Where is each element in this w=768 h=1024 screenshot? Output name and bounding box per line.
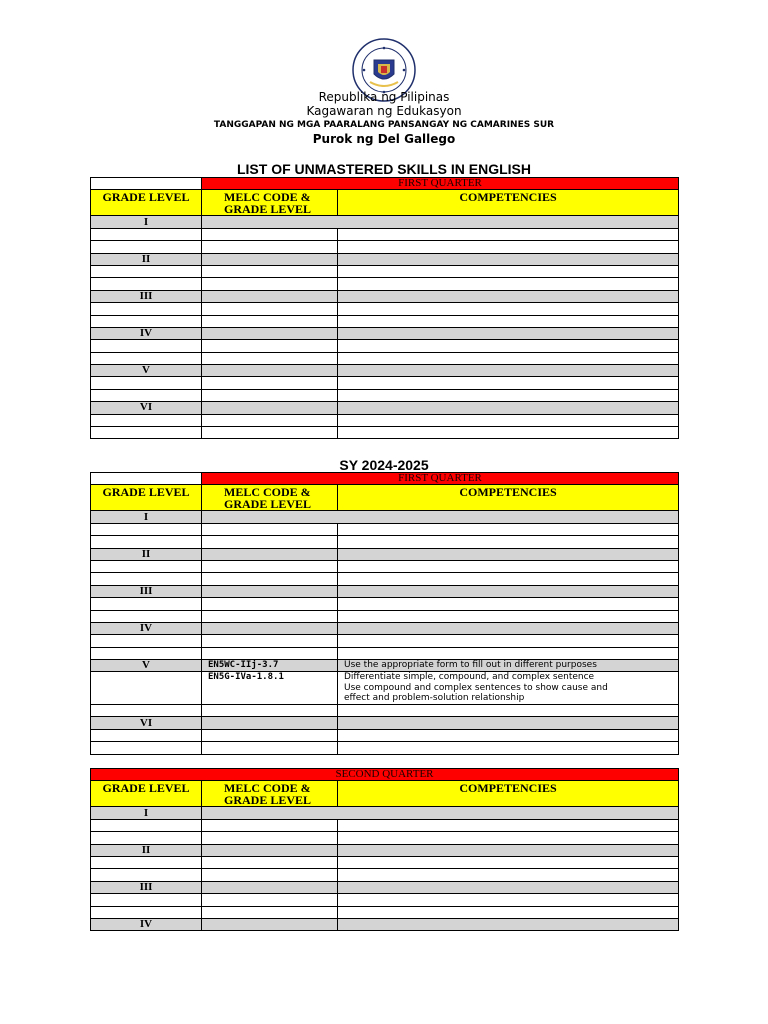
grade-level-label: VI (91, 717, 202, 729)
grade-level-label: II (91, 548, 202, 560)
grade-level-label: III (91, 585, 202, 597)
melc-code: EN5G-IVa-1.8.1 (202, 672, 338, 705)
grade-level-label: II (91, 253, 202, 265)
document-title: LIST OF UNMASTERED SKILLS IN ENGLISH (236, 161, 531, 177)
grade-level-label: IV (91, 622, 202, 634)
department-text: Kagawaran ng Edukasyon (306, 104, 462, 118)
col-grade-level: GRADE LEVEL (91, 485, 202, 511)
grade-level-label: V (91, 660, 202, 672)
col-competencies: COMPETENCIES (338, 781, 679, 807)
col-competencies: COMPETENCIES (338, 485, 679, 511)
grade-level-label: V (91, 365, 202, 377)
grade-level-label: I (91, 511, 202, 523)
grade-level-label: III (91, 881, 202, 893)
document-header (0, 38, 768, 146)
district-text: Purok ng Del Gallego (312, 132, 456, 146)
skills-table-2 (90, 472, 679, 755)
melc-code: EN5WC-IIj-3.7 (202, 660, 338, 672)
col-grade-level: GRADE LEVEL (91, 190, 202, 216)
col-melc-code: MELC CODE & GRADE LEVEL (202, 781, 338, 807)
col-melc-code: MELC CODE & GRADE LEVEL (202, 190, 338, 216)
quarter-label: FIRST QUARTER (202, 178, 679, 190)
quarter-label: SECOND QUARTER (91, 769, 679, 781)
col-melc-code: MELC CODE & GRADE LEVEL (202, 485, 338, 511)
grade-level-label: I (91, 216, 202, 228)
grade-level-label: III (91, 290, 202, 302)
grade-level-label: VI (91, 402, 202, 414)
col-grade-level: GRADE LEVEL (91, 781, 202, 807)
grade-level-label: IV (91, 327, 202, 339)
col-competencies: COMPETENCIES (338, 190, 679, 216)
competency-text: Use the appropriate form to fill out in different purposes (338, 660, 679, 672)
quarter-label: FIRST QUARTER (202, 473, 679, 485)
grade-level-label: IV (91, 918, 202, 930)
grade-level-label: I (91, 807, 202, 819)
republic-text: Republika ng Pilipinas (318, 90, 450, 104)
school-year: SY 2024-2025 (339, 457, 429, 473)
grade-level-label: II (91, 844, 202, 856)
office-text: TANGGAPAN NG MGA PAARALANG PANSANGAY NG CAMARINES SUR (213, 120, 555, 130)
skills-table-3 (90, 768, 679, 931)
competency-text: Differentiate simple, compound, and complex sentence Use compound and complex sentences to show cause and effect and problem-solution relationship (338, 672, 679, 705)
skills-table-1 (90, 177, 679, 439)
